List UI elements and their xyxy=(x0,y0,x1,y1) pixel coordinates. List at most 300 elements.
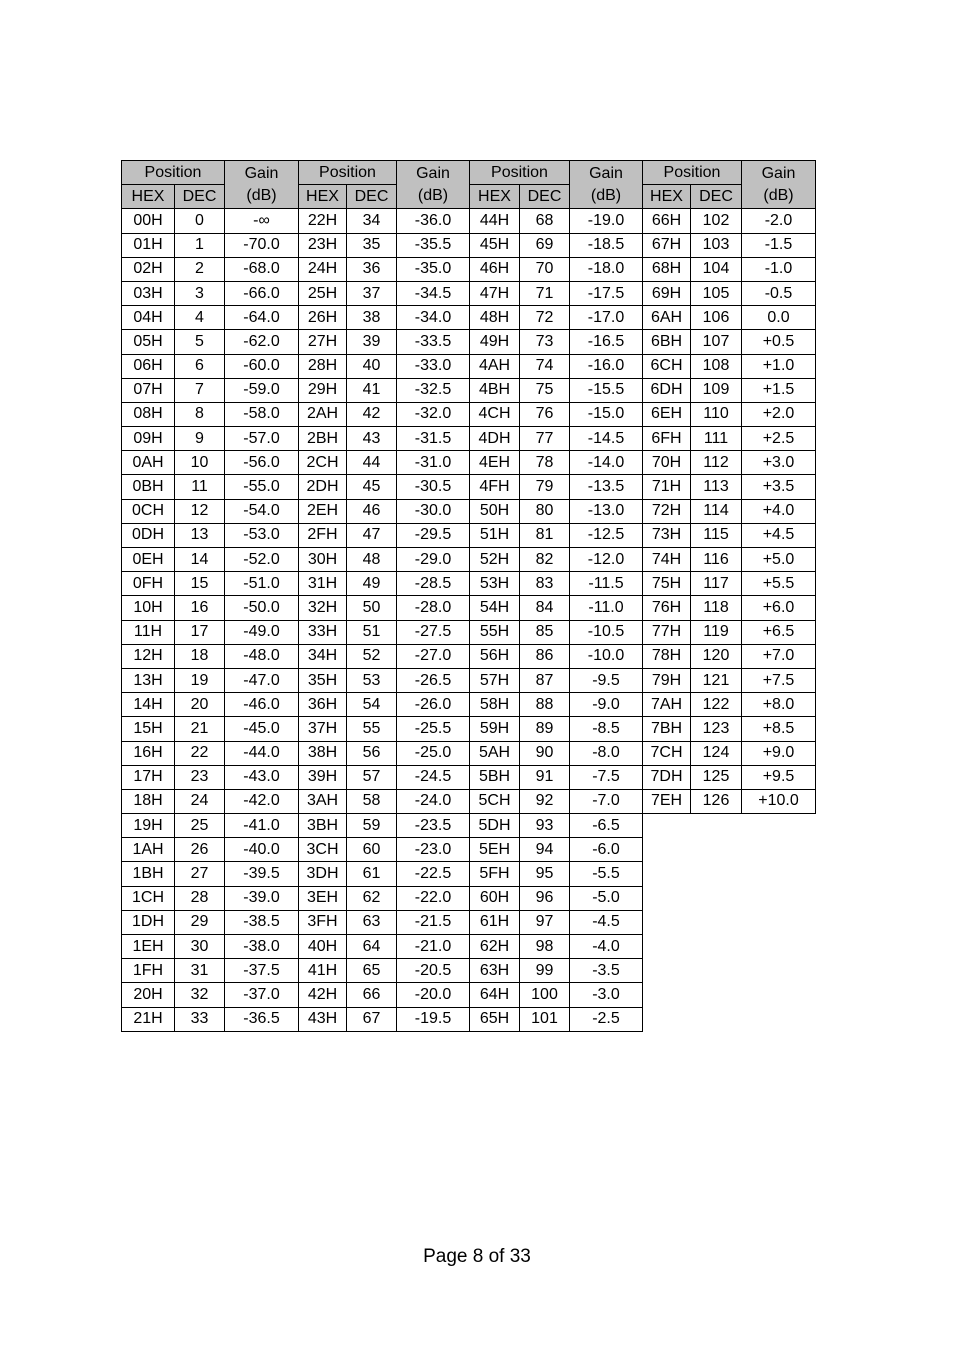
gain-cell: -1.5 xyxy=(742,233,816,257)
dec-cell: 18 xyxy=(175,644,225,668)
gain-cell: +4.5 xyxy=(742,523,816,547)
position-header: Position xyxy=(299,161,397,185)
hex-cell: 7BH xyxy=(643,717,691,741)
gain-cell: +9.5 xyxy=(742,765,816,789)
gain-cell: 0.0 xyxy=(742,306,816,330)
dec-cell: 14 xyxy=(175,548,225,572)
dec-cell: 105 xyxy=(691,281,742,305)
hex-header: HEX xyxy=(643,185,691,209)
gain-cell: -42.0 xyxy=(225,789,299,813)
hex-cell: 61H xyxy=(470,910,520,934)
gain-cell: -2.0 xyxy=(742,209,816,233)
hex-cell: 75H xyxy=(643,572,691,596)
gain-cell: -3.0 xyxy=(570,983,643,1007)
dec-cell: 106 xyxy=(691,306,742,330)
gain-cell: -47.0 xyxy=(225,668,299,692)
dec-cell: 76 xyxy=(520,402,570,426)
hex-cell: 15H xyxy=(122,717,175,741)
gain-cell: -30.5 xyxy=(397,475,470,499)
dec-cell: 67 xyxy=(347,1007,397,1031)
hex-cell: 53H xyxy=(470,572,520,596)
hex-cell: 12H xyxy=(122,644,175,668)
gain-cell: -36.0 xyxy=(397,209,470,233)
dec-header: DEC xyxy=(175,185,225,209)
gain-header: Gain (dB) xyxy=(397,161,470,209)
hex-cell: 60H xyxy=(470,886,520,910)
dec-cell: 91 xyxy=(520,765,570,789)
hex-cell: 44H xyxy=(470,209,520,233)
gain-cell: +5.5 xyxy=(742,572,816,596)
dec-cell: 2 xyxy=(175,257,225,281)
gain-cell: -33.5 xyxy=(397,330,470,354)
hex-cell: 1BH xyxy=(122,862,175,886)
table-header xyxy=(122,161,816,209)
gain-cell: -22.5 xyxy=(397,862,470,886)
hex-cell: 63H xyxy=(470,959,520,983)
gain-cell: +9.0 xyxy=(742,741,816,765)
dec-cell: 86 xyxy=(520,644,570,668)
gain-cell: +7.0 xyxy=(742,644,816,668)
hex-cell: 04H xyxy=(122,306,175,330)
hex-cell: 36H xyxy=(299,693,347,717)
dec-cell: 110 xyxy=(691,402,742,426)
gain-cell: -54.0 xyxy=(225,499,299,523)
hex-cell: 6CH xyxy=(643,354,691,378)
gain-header: Gain (dB) xyxy=(742,161,816,209)
table-row xyxy=(122,330,816,354)
dec-cell: 54 xyxy=(347,693,397,717)
dec-cell: 96 xyxy=(520,886,570,910)
gain-cell: -68.0 xyxy=(225,257,299,281)
hex-cell: 11H xyxy=(122,620,175,644)
dec-cell: 120 xyxy=(691,644,742,668)
dec-cell: 101 xyxy=(520,1007,570,1031)
dec-cell: 90 xyxy=(520,741,570,765)
dec-cell: 43 xyxy=(347,427,397,451)
gain-cell: -6.0 xyxy=(570,838,643,862)
hex-cell: 0CH xyxy=(122,499,175,523)
hex-cell: 50H xyxy=(470,499,520,523)
hex-cell: 16H xyxy=(122,741,175,765)
hex-cell: 22H xyxy=(299,209,347,233)
gain-cell: -48.0 xyxy=(225,644,299,668)
gain-cell: -43.0 xyxy=(225,765,299,789)
dec-cell: 97 xyxy=(520,910,570,934)
dec-cell: 39 xyxy=(347,330,397,354)
gain-cell: -60.0 xyxy=(225,354,299,378)
gain-cell: -20.0 xyxy=(397,983,470,1007)
hex-cell: 54H xyxy=(470,596,520,620)
gain-cell: -35.0 xyxy=(397,257,470,281)
gain-cell: -62.0 xyxy=(225,330,299,354)
hex-cell: 56H xyxy=(470,644,520,668)
table-row xyxy=(122,233,816,257)
dec-cell: 80 xyxy=(520,499,570,523)
dec-cell: 9 xyxy=(175,427,225,451)
hex-cell: 31H xyxy=(299,572,347,596)
hex-cell: 5AH xyxy=(470,741,520,765)
table-row xyxy=(122,306,816,330)
gain-cell: -6.5 xyxy=(570,814,643,838)
dec-cell: 22 xyxy=(175,741,225,765)
hex-cell: 0AH xyxy=(122,451,175,475)
dec-cell: 117 xyxy=(691,572,742,596)
dec-cell: 37 xyxy=(347,281,397,305)
gain-cell: +1.5 xyxy=(742,378,816,402)
gain-cell: -28.0 xyxy=(397,596,470,620)
hex-cell: 0FH xyxy=(122,572,175,596)
hex-cell: 48H xyxy=(470,306,520,330)
position-header: Position xyxy=(122,161,225,185)
hex-cell: 5BH xyxy=(470,765,520,789)
hex-header: HEX xyxy=(122,185,175,209)
hex-cell: 69H xyxy=(643,281,691,305)
gain-cell: +3.5 xyxy=(742,475,816,499)
dec-cell: 73 xyxy=(520,330,570,354)
gain-cell: -53.0 xyxy=(225,523,299,547)
gain-cell: -2.5 xyxy=(570,1007,643,1031)
hex-cell: 7EH xyxy=(643,789,691,813)
gain-cell: -17.5 xyxy=(570,281,643,305)
hex-cell: 45H xyxy=(470,233,520,257)
dec-cell: 47 xyxy=(347,523,397,547)
hex-cell: 59H xyxy=(470,717,520,741)
hex-cell: 7CH xyxy=(643,741,691,765)
dec-cell: 100 xyxy=(520,983,570,1007)
position-header: Position xyxy=(643,161,742,185)
dec-cell: 63 xyxy=(347,910,397,934)
table-row xyxy=(122,402,816,426)
dec-cell: 49 xyxy=(347,572,397,596)
gain-cell: -14.5 xyxy=(570,427,643,451)
dec-cell: 57 xyxy=(347,765,397,789)
hex-cell: 0DH xyxy=(122,523,175,547)
dec-cell: 122 xyxy=(691,693,742,717)
dec-cell: 48 xyxy=(347,548,397,572)
table-row xyxy=(122,644,816,668)
dec-cell: 104 xyxy=(691,257,742,281)
dec-header: DEC xyxy=(691,185,742,209)
gain-cell: -19.0 xyxy=(570,209,643,233)
hex-cell: 05H xyxy=(122,330,175,354)
hex-cell: 00H xyxy=(122,209,175,233)
table-row xyxy=(122,378,816,402)
hex-cell: 21H xyxy=(122,1007,175,1031)
hex-cell: 0BH xyxy=(122,475,175,499)
hex-cell: 77H xyxy=(643,620,691,644)
dec-cell: 102 xyxy=(691,209,742,233)
dec-cell: 34 xyxy=(347,209,397,233)
gain-cell: -34.0 xyxy=(397,306,470,330)
hex-cell: 3DH xyxy=(299,862,347,886)
gain-cell: -37.5 xyxy=(225,959,299,983)
gain-cell: -12.0 xyxy=(570,548,643,572)
dec-cell: 64 xyxy=(347,935,397,959)
hex-cell: 1FH xyxy=(122,959,175,983)
hex-cell: 2CH xyxy=(299,451,347,475)
dec-cell: 75 xyxy=(520,378,570,402)
gain-cell: -37.0 xyxy=(225,983,299,1007)
gain-cell: -11.0 xyxy=(570,596,643,620)
gain-cell: -59.0 xyxy=(225,378,299,402)
gain-cell: -12.5 xyxy=(570,523,643,547)
dec-cell: 10 xyxy=(175,451,225,475)
dec-cell: 4 xyxy=(175,306,225,330)
dec-cell: 56 xyxy=(347,741,397,765)
hex-cell: 1DH xyxy=(122,910,175,934)
hex-cell: 06H xyxy=(122,354,175,378)
hex-cell: 6BH xyxy=(643,330,691,354)
gain-cell: -39.5 xyxy=(225,862,299,886)
dec-cell: 103 xyxy=(691,233,742,257)
hex-cell: 3FH xyxy=(299,910,347,934)
hex-cell: 4AH xyxy=(470,354,520,378)
dec-cell: 79 xyxy=(520,475,570,499)
gain-cell: -55.0 xyxy=(225,475,299,499)
hex-cell: 62H xyxy=(470,935,520,959)
dec-cell: 25 xyxy=(175,814,225,838)
hex-cell: 23H xyxy=(299,233,347,257)
dec-cell: 55 xyxy=(347,717,397,741)
hex-cell: 68H xyxy=(643,257,691,281)
table-row xyxy=(122,209,816,233)
hex-cell: 4DH xyxy=(470,427,520,451)
dec-cell: 44 xyxy=(347,451,397,475)
dec-cell: 7 xyxy=(175,378,225,402)
gain-cell: -38.0 xyxy=(225,935,299,959)
gain-cell: -16.5 xyxy=(570,330,643,354)
dec-cell: 84 xyxy=(520,596,570,620)
hex-cell: 26H xyxy=(299,306,347,330)
gain-cell: -4.5 xyxy=(570,910,643,934)
gain-cell: -22.0 xyxy=(397,886,470,910)
dec-cell: 11 xyxy=(175,475,225,499)
hex-cell: 27H xyxy=(299,330,347,354)
hex-cell: 70H xyxy=(643,451,691,475)
hex-cell: 7DH xyxy=(643,765,691,789)
dec-cell: 112 xyxy=(691,451,742,475)
gain-cell: +6.5 xyxy=(742,620,816,644)
gain-cell: -15.5 xyxy=(570,378,643,402)
dec-cell: 45 xyxy=(347,475,397,499)
hex-cell: 39H xyxy=(299,765,347,789)
gain-cell: +5.0 xyxy=(742,548,816,572)
gain-cell: -27.0 xyxy=(397,644,470,668)
dec-cell: 32 xyxy=(175,983,225,1007)
dec-cell: 13 xyxy=(175,523,225,547)
hex-cell: 2DH xyxy=(299,475,347,499)
hex-cell: 6EH xyxy=(643,402,691,426)
hex-cell: 5DH xyxy=(470,814,520,838)
gain-cell: -29.0 xyxy=(397,548,470,572)
gain-cell: -10.5 xyxy=(570,620,643,644)
dec-cell: 12 xyxy=(175,499,225,523)
dec-cell: 78 xyxy=(520,451,570,475)
table-row xyxy=(122,354,816,378)
gain-cell: -7.0 xyxy=(570,789,643,813)
table-row xyxy=(122,693,816,717)
dec-cell: 36 xyxy=(347,257,397,281)
dec-cell: 3 xyxy=(175,281,225,305)
hex-cell: 38H xyxy=(299,741,347,765)
blank-area xyxy=(643,814,816,1032)
dec-header: DEC xyxy=(520,185,570,209)
dec-cell: 116 xyxy=(691,548,742,572)
gain-cell: -26.5 xyxy=(397,668,470,692)
gain-cell: -3.5 xyxy=(570,959,643,983)
hex-cell: 28H xyxy=(299,354,347,378)
gain-cell: -24.5 xyxy=(397,765,470,789)
page-number: Page 8 of 33 xyxy=(423,1246,531,1267)
hex-cell: 6FH xyxy=(643,427,691,451)
hex-header: HEX xyxy=(299,185,347,209)
hex-cell: 40H xyxy=(299,935,347,959)
hex-cell: 01H xyxy=(122,233,175,257)
dec-cell: 92 xyxy=(520,789,570,813)
gain-cell: -25.0 xyxy=(397,741,470,765)
gain-cell: -34.5 xyxy=(397,281,470,305)
gain-cell: -5.0 xyxy=(570,886,643,910)
gain-cell: +8.5 xyxy=(742,717,816,741)
dec-cell: 30 xyxy=(175,935,225,959)
hex-cell: 1AH xyxy=(122,838,175,862)
table-row xyxy=(122,523,816,547)
gain-cell: -19.5 xyxy=(397,1007,470,1031)
gain-cell: -46.0 xyxy=(225,693,299,717)
gain-cell: -8.5 xyxy=(570,717,643,741)
hex-cell: 79H xyxy=(643,668,691,692)
gain-cell: -8.0 xyxy=(570,741,643,765)
dec-cell: 62 xyxy=(347,886,397,910)
gain-cell: -11.5 xyxy=(570,572,643,596)
dec-cell: 51 xyxy=(347,620,397,644)
table-row xyxy=(122,765,816,789)
dec-cell: 119 xyxy=(691,620,742,644)
hex-cell: 20H xyxy=(122,983,175,1007)
dec-cell: 5 xyxy=(175,330,225,354)
gain-cell: -15.0 xyxy=(570,402,643,426)
hex-cell: 14H xyxy=(122,693,175,717)
gain-cell: -20.5 xyxy=(397,959,470,983)
dec-header: DEC xyxy=(347,185,397,209)
hex-cell: 3CH xyxy=(299,838,347,862)
gain-cell: -56.0 xyxy=(225,451,299,475)
gain-cell: -14.0 xyxy=(570,451,643,475)
gain-cell: -50.0 xyxy=(225,596,299,620)
dec-cell: 125 xyxy=(691,765,742,789)
gain-cell: -39.0 xyxy=(225,886,299,910)
dec-cell: 42 xyxy=(347,402,397,426)
dec-cell: 95 xyxy=(520,862,570,886)
hex-cell: 10H xyxy=(122,596,175,620)
dec-cell: 83 xyxy=(520,572,570,596)
gain-cell: +2.5 xyxy=(742,427,816,451)
hex-cell: 72H xyxy=(643,499,691,523)
hex-cell: 03H xyxy=(122,281,175,305)
gain-cell: -32.0 xyxy=(397,402,470,426)
gain-cell: +7.5 xyxy=(742,668,816,692)
gain-cell: +4.0 xyxy=(742,499,816,523)
hex-cell: 66H xyxy=(643,209,691,233)
dec-cell: 6 xyxy=(175,354,225,378)
dec-cell: 59 xyxy=(347,814,397,838)
gain-cell: -41.0 xyxy=(225,814,299,838)
hex-cell: 17H xyxy=(122,765,175,789)
dec-cell: 19 xyxy=(175,668,225,692)
hex-cell: 47H xyxy=(470,281,520,305)
gain-cell: -64.0 xyxy=(225,306,299,330)
table-row xyxy=(122,814,816,838)
hex-cell: 52H xyxy=(470,548,520,572)
dec-cell: 46 xyxy=(347,499,397,523)
gain-cell: -9.5 xyxy=(570,668,643,692)
gain-cell: -44.0 xyxy=(225,741,299,765)
dec-cell: 20 xyxy=(175,693,225,717)
dec-cell: 50 xyxy=(347,596,397,620)
dec-cell: 113 xyxy=(691,475,742,499)
hex-cell: 1EH xyxy=(122,935,175,959)
dec-cell: 124 xyxy=(691,741,742,765)
hex-cell: 37H xyxy=(299,717,347,741)
dec-cell: 87 xyxy=(520,668,570,692)
hex-cell: 7AH xyxy=(643,693,691,717)
dec-cell: 93 xyxy=(520,814,570,838)
gain-cell: -31.0 xyxy=(397,451,470,475)
gain-cell: -7.5 xyxy=(570,765,643,789)
gain-cell: -45.0 xyxy=(225,717,299,741)
dec-cell: 33 xyxy=(175,1007,225,1031)
dec-cell: 114 xyxy=(691,499,742,523)
hex-cell: 0EH xyxy=(122,548,175,572)
gain-cell: -13.5 xyxy=(570,475,643,499)
dec-cell: 0 xyxy=(175,209,225,233)
hex-cell: 5EH xyxy=(470,838,520,862)
gain-cell: -31.5 xyxy=(397,427,470,451)
dec-cell: 31 xyxy=(175,959,225,983)
table-row xyxy=(122,596,816,620)
dec-cell: 89 xyxy=(520,717,570,741)
hex-cell: 09H xyxy=(122,427,175,451)
hex-cell: 4CH xyxy=(470,402,520,426)
hex-cell: 4FH xyxy=(470,475,520,499)
gain-cell: -40.0 xyxy=(225,838,299,862)
hex-cell: 57H xyxy=(470,668,520,692)
hex-cell: 19H xyxy=(122,814,175,838)
gain-cell: -4.0 xyxy=(570,935,643,959)
hex-cell: 35H xyxy=(299,668,347,692)
table-row xyxy=(122,257,816,281)
gain-cell: -66.0 xyxy=(225,281,299,305)
hex-cell: 42H xyxy=(299,983,347,1007)
gain-cell: -33.0 xyxy=(397,354,470,378)
dec-cell: 118 xyxy=(691,596,742,620)
gain-cell: -18.0 xyxy=(570,257,643,281)
gain-cell: +1.0 xyxy=(742,354,816,378)
hex-cell: 2BH xyxy=(299,427,347,451)
gain-table xyxy=(121,160,816,1032)
gain-cell: -23.5 xyxy=(397,814,470,838)
gain-cell: -16.0 xyxy=(570,354,643,378)
dec-cell: 70 xyxy=(520,257,570,281)
hex-cell: 74H xyxy=(643,548,691,572)
dec-cell: 40 xyxy=(347,354,397,378)
table-row xyxy=(122,499,816,523)
gain-cell: -1.0 xyxy=(742,257,816,281)
table-row xyxy=(122,620,816,644)
hex-header: HEX xyxy=(470,185,520,209)
hex-cell: 1CH xyxy=(122,886,175,910)
hex-cell: 32H xyxy=(299,596,347,620)
